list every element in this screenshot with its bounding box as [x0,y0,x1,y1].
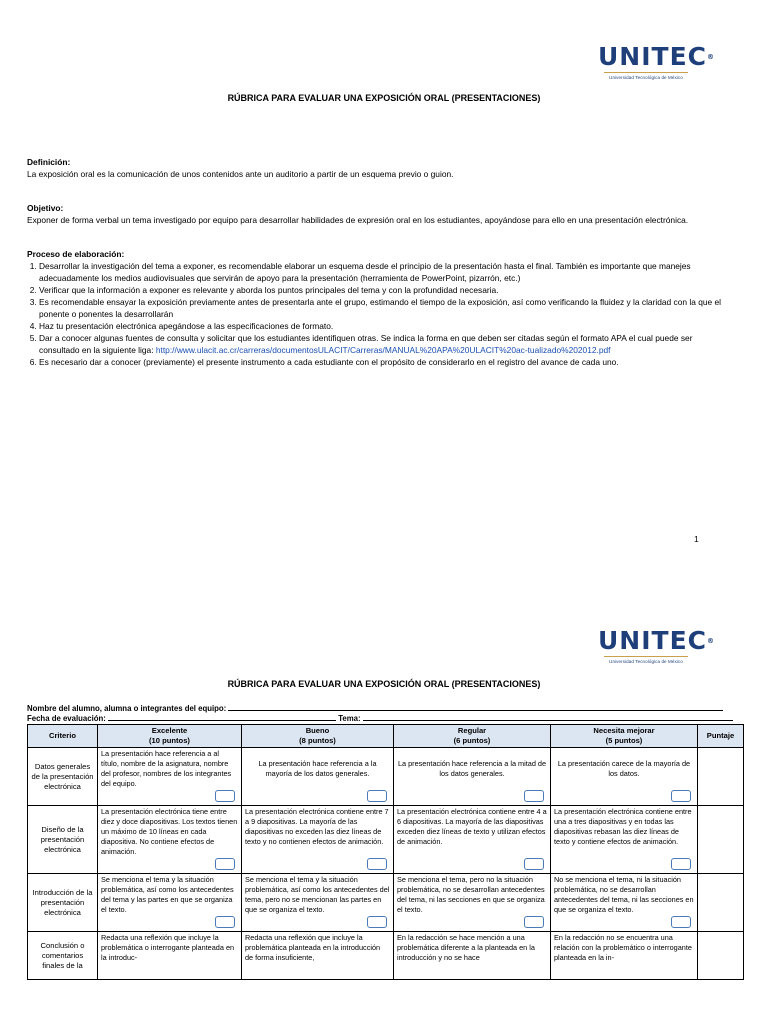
definition-text: La exposición oral es la comunicación de unos contenidos ante un auditorio a partir de un esquema previo o guion. [27,169,454,179]
page-2 [0,610,768,1024]
cell-text: Redacta una reflexión que incluye la problemática o interrogante planteada en la introduc- [101,933,235,962]
rubric-cell [394,932,551,980]
rubric-cell [242,748,394,806]
header-criterio: Criterio [28,725,98,748]
rubric-cell [242,932,394,980]
logo-wordmark: UNITEC [598,626,708,655]
logo-wordmark: UNITEC [598,42,708,71]
score-cell[interactable] [698,874,744,932]
score-checkbox[interactable] [215,790,235,802]
header-necesita-label: Necesita mejorar [593,726,655,735]
cell-text: La presentación electrónica contiene entre 4 a 6 diapositivas. La mayoría de las diapositivas exceden diez líneas de texto y utilizan efectos de animación. [397,807,547,846]
rubric-cell [98,932,242,980]
document-title: RÚBRICA PARA EVALUAR UNA EXPOSICIÓN ORAL (PRESENTACIONES) [227,93,541,103]
score-checkbox[interactable] [524,916,544,928]
header-bueno [242,725,394,748]
date-label: Fecha de evaluación: [27,714,106,723]
cell-text: La presentación hace referencia a al título, nombre de la asignatura, nombre del profesor, nombres de los integrantes del equipo. [101,749,232,788]
apa-manual-link[interactable]: http://www.ulacit.ac.cr/carreras/documentosULACIT/Carreras/MANUAL%20APA%20ULACIT%20ac-tualizado%202012.pdf [155,345,611,355]
score-checkbox[interactable] [215,916,235,928]
criterion-cell: Diseño de la presentación electrónica [28,806,98,874]
score-checkbox[interactable] [367,916,387,928]
rubric-table [27,724,744,980]
process-item-text: Dar a conocer algunas fuentes de consulta y solicitar que los estudiantes identifiquen otras. Se indica la forma en que deben ser citadas según el formato APA el cual puede ser consultado en la siguiente liga: [39,333,693,355]
header-regular-label: Regular [457,726,487,735]
rubric-cell [394,748,551,806]
cell-text: La presentación electrónica contiene entre 7 a 9 diapositivas. La mayoría de las diapositivas no exceden las diez líneas de texto y no contienen efectos de animación. [245,807,389,846]
date-field[interactable] [108,712,336,721]
header-bueno-label: Bueno [305,726,330,735]
rubric-cell [551,932,698,980]
logo-subtitle: Universidad Tecnológica de México [609,659,683,664]
cell-text: La presentación hace referencia a la mayoría de los datos generales. [258,759,377,778]
table-row [28,806,744,874]
cell-text: Redacta una reflexión que incluye la problemática planteada en la introducción de forma insuficiente, [245,933,381,962]
header-excelente [98,725,242,748]
process-item: 6. Es necesario dar a conocer (previamente) el presente instrumento a cada estudiante con el propósito de considerarlo en el registro del avance de cada uno. [39,356,729,368]
header-excelente-label: Excelente [151,726,188,735]
definition-heading: Definición: [27,157,71,167]
rubric-cell [551,748,698,806]
score-checkbox[interactable] [524,858,544,870]
cell-text: La presentación electrónica tiene entre diez y doce diapositivas. Los textos tienen un máximo de 10 líneas en cada diapositiva. No contiene efectos de animación. [101,807,238,856]
header-bueno-points: (8 puntos) [299,736,336,745]
score-checkbox[interactable] [671,916,691,928]
document-title: RÚBRICA PARA EVALUAR UNA EXPOSICIÓN ORAL (PRESENTACIONES) [227,679,541,689]
definition-section [27,156,729,180]
process-item [39,332,729,356]
table-row [28,874,744,932]
process-item: 3. Es recomendable ensayar la exposición previamente antes de presentarla ante el grupo, estimando el tiempo de la exposición, así como verificando la fluidez y la claridad con la que el ponente o ponentes la desarrollarán [39,296,729,320]
header-necesita-points: (5 puntos) [605,736,643,745]
logo-registered-mark: ® [707,53,716,61]
process-heading: Proceso de elaboración: [27,249,125,259]
cell-text: La presentación electrónica contiene entre una a tres diapositivas y en todas las diapositivas rebasan las diez líneas de texto y contiene efectos de animación. [554,807,692,846]
score-checkbox[interactable] [215,858,235,870]
score-checkbox[interactable] [671,790,691,802]
header-necesita [551,725,698,748]
rubric-cell [551,874,698,932]
theme-field[interactable] [363,712,733,721]
cell-text: La presentación carece de la mayoría de los datos. [557,759,691,778]
score-checkbox[interactable] [671,858,691,870]
score-cell[interactable] [698,806,744,874]
unitec-logo [598,626,716,664]
rubric-cell [394,806,551,874]
header-excelente-points: (10 puntos) [149,736,190,745]
date-theme-line [27,712,743,724]
criterion-cell: Datos generales de la presentación electrónica [28,748,98,806]
name-label: Nombre del alumno, alumna o integrantes del equipo: [27,704,227,713]
rubric-cell [98,874,242,932]
theme-label: Tema: [338,714,361,723]
objective-heading: Objetivo: [27,203,64,213]
logo-rule [604,656,688,657]
cell-text: La presentación hace referencia a la mitad de los datos generales. [397,759,547,778]
page-gap [0,580,768,610]
document-body [27,156,729,390]
rubric-cell [98,748,242,806]
rubric-cell [242,806,394,874]
cell-text: Se menciona el tema, pero no la situación problemática, no se desarrollan antecedentes del tema, ni las secciones en que se organiza el texto. [397,875,545,914]
header-puntaje: Puntaje [698,725,744,748]
table-row [28,932,744,980]
rubric-cell [551,806,698,874]
score-checkbox[interactable] [367,858,387,870]
score-cell[interactable] [698,748,744,806]
cell-text: Se menciona el tema y la situación problemática, así como los antecedentes del tema, pero no se mencionan las partes en que se organiza el texto. [245,875,390,914]
rubric-cell [98,806,242,874]
process-section [27,248,729,368]
process-item: 1. Desarrollar la investigación del tema a exponer, es recomendable elaborar un esquema desde el principio de la presentación hasta el final. También es importante que manejes adecuadamente los medios audiovisuales que servirán de apoyo para la presentación (herramienta de PowerPoint, pizarrón, etc.) [39,260,729,284]
criterion-cell: Introducción de la presentación electrónica [28,874,98,932]
logo-registered-mark: ® [707,637,716,645]
process-item: 2. Verificar que la información a exponer es relevante y aborda los puntos principales del tema y con la profundidad necesaria. [39,284,729,296]
process-item: 4. Haz tu presentación electrónica apegándose a las especificaciones de formato. [39,320,729,332]
score-checkbox[interactable] [524,790,544,802]
objective-section [27,202,729,226]
cell-text: En la redacción no se encuentra una relación con la problemático o interrogante planteada en la in- [554,933,692,962]
logo-rule [604,72,688,73]
cell-text: Se menciona el tema y la situación problemática, así como los antecedentes del tema y las partes en que se organiza el texto. [101,875,234,914]
table-row [28,748,744,806]
score-checkbox[interactable] [367,790,387,802]
score-cell[interactable] [698,932,744,980]
cell-text: No se menciona el tema, ni la situación problemática, no se desarrollan antecedentes del tema, ni las secciones en que se organiza el texto. [554,875,694,914]
header-regular-points: (6 puntos) [453,736,491,745]
unitec-logo [598,42,716,80]
table-header-row [28,725,744,748]
cell-text: En la redacción se hace mención a una problemática diferente a la planteada en la introducción y no se hace [397,933,535,962]
process-list [27,260,729,368]
name-field[interactable] [228,702,723,711]
criterion-cell: Conclusión o comentarios finales de la [28,932,98,980]
rubric-cell [394,874,551,932]
logo-subtitle: Universidad Tecnológica de México [609,75,683,80]
page-number: 1 [694,534,699,544]
objective-text: Exponer de forma verbal un tema investigado por equipo para desarrollar habilidades de expresión oral en los estudiantes, apoyándose para ello en una presentación electrónica. [27,215,689,225]
rubric-cell [242,874,394,932]
header-regular [394,725,551,748]
